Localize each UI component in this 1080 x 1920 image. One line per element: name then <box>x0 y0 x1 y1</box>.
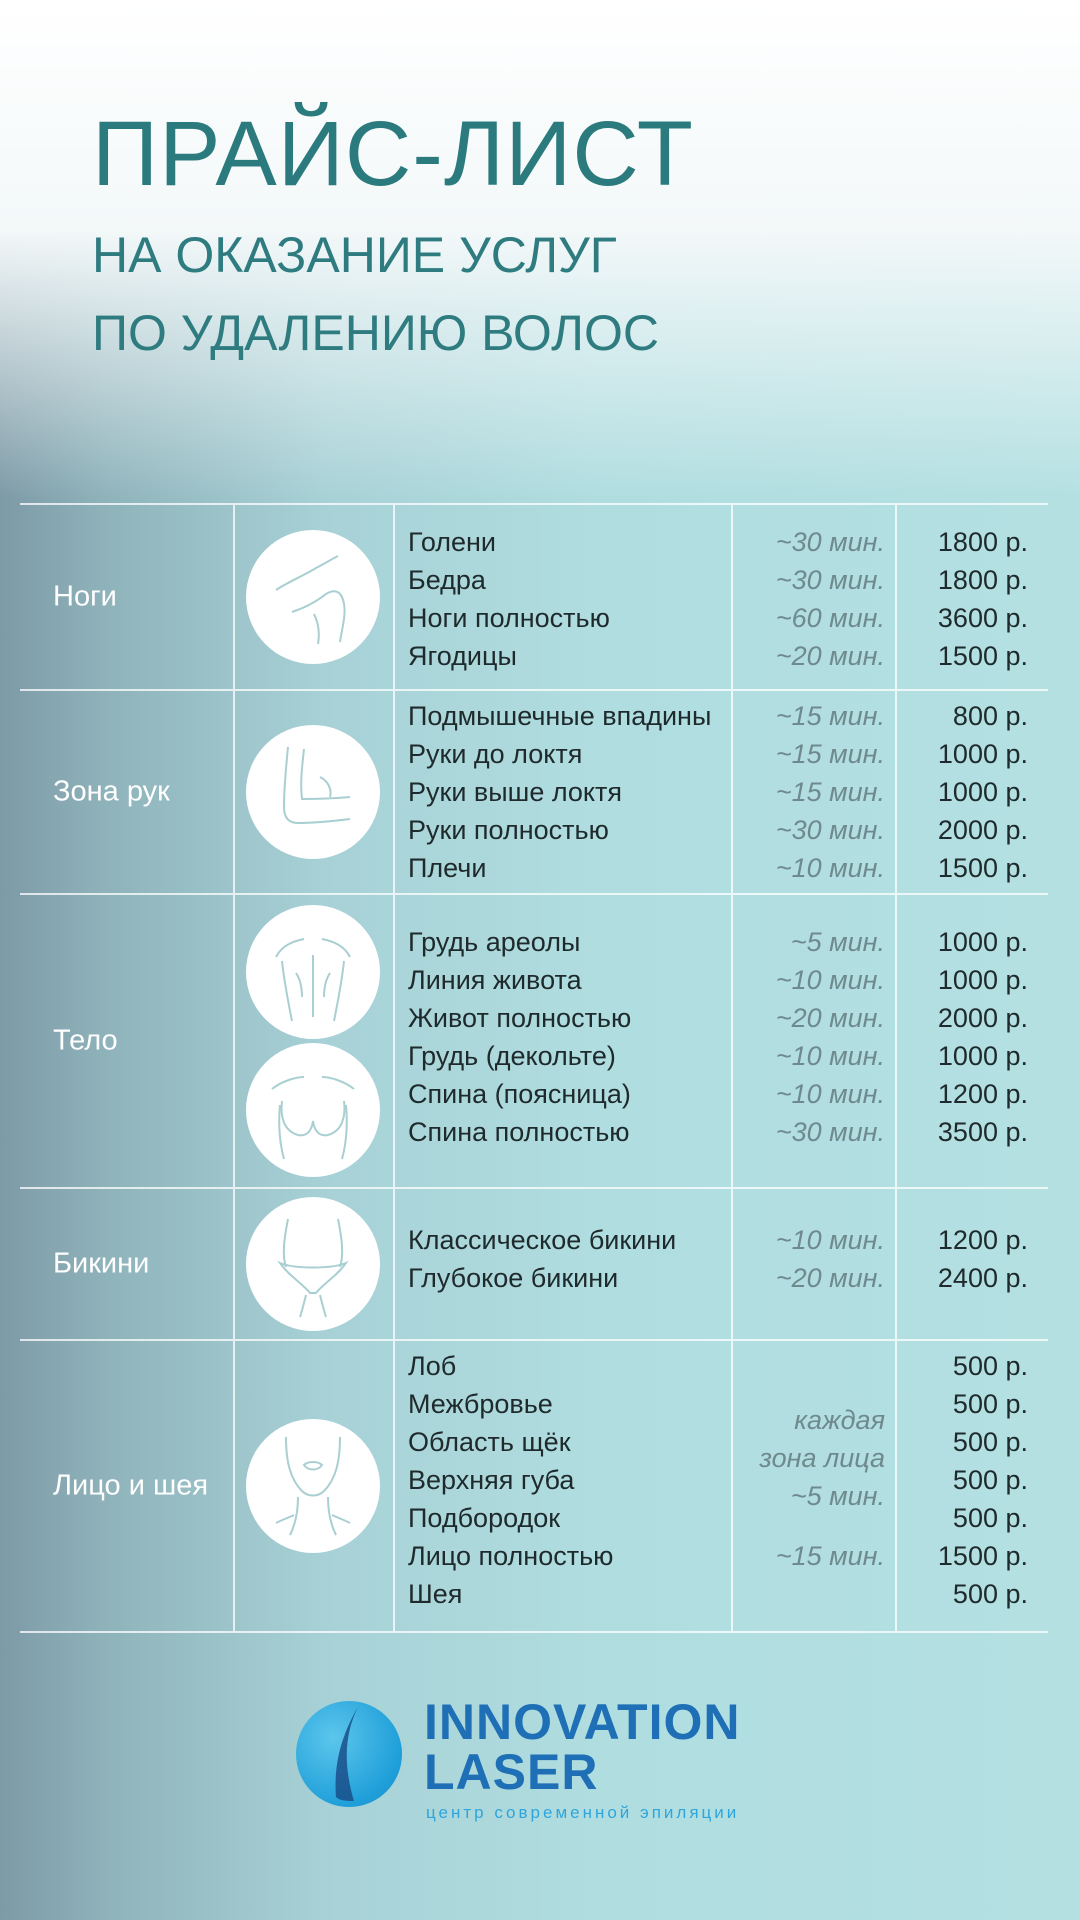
duration-note-line: ~5 мин. <box>790 1481 885 1511</box>
service-price: 500 р. <box>952 1503 1028 1533</box>
service-name: Лоб <box>408 1351 457 1381</box>
service-duration: ~10 мин. <box>775 1225 885 1255</box>
price-row <box>20 1385 1048 1423</box>
page-title: ПРАЙС-ЛИСТ <box>92 103 694 205</box>
service-duration: ~20 мин. <box>775 641 885 671</box>
duration-note-line: зона лица <box>759 1443 885 1473</box>
price-row <box>20 1221 1048 1259</box>
price-row <box>20 1347 1048 1385</box>
service-price: 1000 р. <box>937 1041 1028 1071</box>
service-price: 500 р. <box>952 1351 1028 1381</box>
service-name: Плечи <box>408 853 487 883</box>
service-price: 2400 р. <box>937 1263 1028 1293</box>
service-price: 500 р. <box>952 1427 1028 1457</box>
service-duration: ~15 мин. <box>775 739 885 769</box>
service-price: 800 р. <box>952 701 1028 731</box>
service-price: 1500 р. <box>937 1541 1028 1571</box>
service-price: 1500 р. <box>937 853 1028 883</box>
service-price: 1800 р. <box>937 565 1028 595</box>
section-body <box>20 893 1048 1187</box>
section-bikini <box>20 1187 1048 1339</box>
service-price: 2000 р. <box>937 815 1028 845</box>
price-row <box>20 637 1048 675</box>
price-row <box>20 1259 1048 1297</box>
service-price: 500 р. <box>952 1579 1028 1609</box>
service-name: Спина (поясница) <box>408 1079 631 1109</box>
price-row <box>20 849 1048 887</box>
page-subtitle-line1: НА ОКАЗАНИЕ УСЛУГ <box>92 227 617 283</box>
service-name: Руки выше локтя <box>408 777 623 807</box>
service-name: Ягодицы <box>408 641 517 671</box>
price-row <box>20 1575 1048 1613</box>
price-row <box>20 735 1048 773</box>
section-face-neck <box>20 1339 1048 1633</box>
price-row <box>20 811 1048 849</box>
price-row <box>20 1075 1048 1113</box>
category-label: Лицо и шея <box>53 1469 209 1502</box>
category-label: Тело <box>53 1024 118 1057</box>
duration-note-line: каждая <box>794 1405 885 1435</box>
service-name: Живот полностью <box>408 1003 632 1033</box>
service-duration: ~10 мин. <box>775 965 885 995</box>
logo-name-line1: INNOVATION <box>424 1694 741 1750</box>
price-row <box>20 961 1048 999</box>
section-arms <box>20 689 1048 893</box>
service-name: Классическое бикини <box>408 1225 677 1255</box>
service-name: Шея <box>408 1579 463 1609</box>
service-name: Грудь ареолы <box>408 927 581 957</box>
price-row <box>20 999 1048 1037</box>
service-duration: ~15 мин. <box>775 777 885 807</box>
price-row <box>20 523 1048 561</box>
service-duration: ~30 мин. <box>775 815 885 845</box>
service-duration: ~30 мин. <box>775 1117 885 1147</box>
price-row <box>20 697 1048 735</box>
service-name: Руки полностью <box>408 815 609 845</box>
price-row <box>20 561 1048 599</box>
service-price: 1200 р. <box>937 1079 1028 1109</box>
service-name: Лицо полностью <box>408 1541 614 1571</box>
service-duration: ~20 мин. <box>775 1263 885 1293</box>
price-row <box>20 1461 1048 1499</box>
category-label: Бикини <box>53 1247 150 1280</box>
price-row <box>20 923 1048 961</box>
price-table <box>20 503 1048 1633</box>
service-duration: ~15 мин. <box>775 1541 885 1571</box>
logo-mark-icon <box>296 1701 402 1807</box>
service-duration: ~10 мин. <box>775 1041 885 1071</box>
service-duration: ~60 мин. <box>775 603 885 633</box>
price-row <box>20 1499 1048 1537</box>
category-label: Ноги <box>53 580 117 613</box>
price-row <box>20 599 1048 637</box>
service-price: 1000 р. <box>937 927 1028 957</box>
service-duration: ~30 мин. <box>775 565 885 595</box>
logo-name-line2: LASER <box>424 1744 599 1800</box>
service-duration: ~30 мин. <box>775 527 885 557</box>
service-duration: ~15 мин. <box>775 701 885 731</box>
service-name: Межбровье <box>408 1389 553 1419</box>
service-name: Глубокое бикини <box>408 1263 619 1293</box>
price-row <box>20 773 1048 811</box>
service-name: Область щёк <box>408 1427 571 1457</box>
service-price: 500 р. <box>952 1389 1028 1419</box>
service-duration: ~5 мин. <box>790 927 885 957</box>
service-name: Грудь (декольте) <box>408 1041 616 1071</box>
service-duration: ~10 мин. <box>775 1079 885 1109</box>
service-name: Подмышечные впадины <box>408 701 712 731</box>
service-name: Верхняя губа <box>408 1465 575 1495</box>
service-price: 1000 р. <box>937 739 1028 769</box>
service-price: 3500 р. <box>937 1117 1028 1147</box>
service-price: 3600 р. <box>937 603 1028 633</box>
service-price: 1500 р. <box>937 641 1028 671</box>
page-subtitle-line2: ПО УДАЛЕНИЮ ВОЛОС <box>92 305 659 361</box>
price-row <box>20 1423 1048 1461</box>
section-legs <box>20 503 1048 689</box>
service-price: 1200 р. <box>937 1225 1028 1255</box>
service-name: Руки до локтя <box>408 739 583 769</box>
service-name: Подбородок <box>408 1503 561 1533</box>
service-price: 500 р. <box>952 1465 1028 1495</box>
service-price: 1000 р. <box>937 777 1028 807</box>
service-name: Ноги полностью <box>408 603 610 633</box>
price-row <box>20 1113 1048 1151</box>
service-price: 1800 р. <box>937 527 1028 557</box>
price-row <box>20 1537 1048 1575</box>
service-duration: ~20 мин. <box>775 1003 885 1033</box>
service-name: Бедра <box>408 565 486 595</box>
service-name: Голени <box>408 527 497 557</box>
price-row <box>20 1037 1048 1075</box>
category-label: Зона рук <box>53 775 170 808</box>
brand-logo <box>296 1694 796 1827</box>
service-name: Линия живота <box>408 965 582 995</box>
service-name: Спина полностью <box>408 1117 630 1147</box>
logo-tagline: центр современной эпиляции <box>426 1803 740 1822</box>
service-price: 2000 р. <box>937 1003 1028 1033</box>
service-duration: ~10 мин. <box>775 853 885 883</box>
header <box>92 103 694 361</box>
service-price: 1000 р. <box>937 965 1028 995</box>
